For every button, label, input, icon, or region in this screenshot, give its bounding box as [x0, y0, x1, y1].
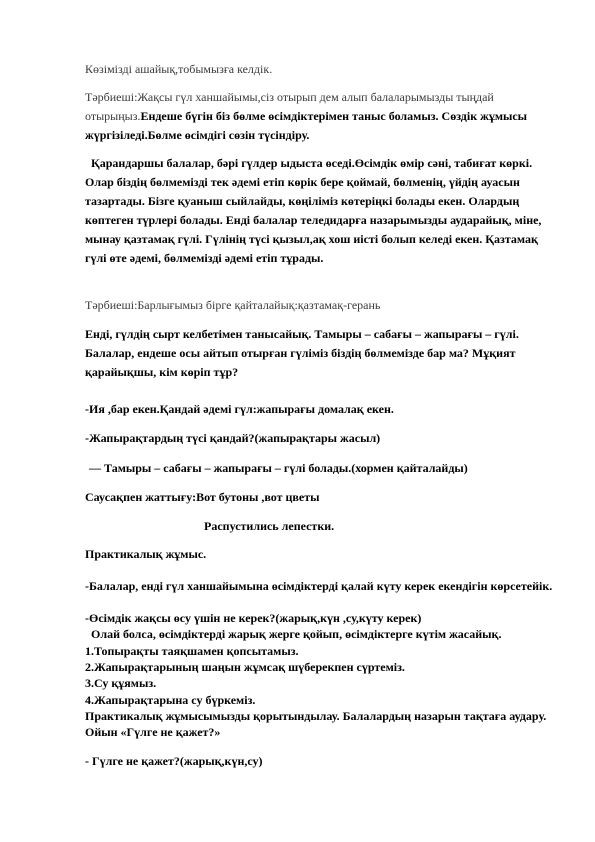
teacher-speech-bold: Ендеше бүгін біз бөлме өсімдіктерімен таныс боламыз. Сөздік жұмысы жүргізіледі.Бөлме өсімдігі сөзін түсіндіру. [85, 109, 528, 142]
paragraph-answer-1: -Ия ,бар екен.Қандай әдемі гүл:жапырағы домалақ екен. [85, 402, 394, 416]
paragraph-summary: Практикалық жұмысымызды қорытындылау. Балалардың назарын тақтаға аудару. Ойын «Гүлге не қажет?» [85, 709, 547, 739]
list-item-2: 2.Жапырақтарының шаңын жұмсақ шүберекпен сүртеміз. [85, 660, 405, 674]
paragraph-question-leaves: -Жапырақтардың түсі қандай?(жапырақтары жасыл) [85, 431, 381, 445]
paragraph-chorus: — Тамыры – сабағы – жапырағы – гүлі болады.(хормен қайталайды) [89, 461, 468, 475]
paragraph-description: Қарандаршы балалар, бәрі гүлдер ыдыста өседі.Өсімдік өмір сәні, табиғат көркі. Олар біздің бөлмемізді тек әдемі етіп көрік бере қоймай, бөлменің, үйдің ауасын тазартады. Бізге қуаныш сыйлайды, көңіліміз көтеріңкі болады екен. Олардың көптеген түрлері болады. Енді балалар теледидарға назарымызды аударайық, міне, мынау қазтамақ гүлі. Гүлінің түсі қызыл,ақ хош иісті болып келеді екен. Қазтамақ гүлі өте әдемі, бөлмемізді әдемі етіп тұрады. [85, 156, 542, 265]
list-item-1: 1.Топырақты таяқшамен қопсытамыз. [85, 644, 299, 658]
paragraph-flower-parts: Енді, гүлдің сырт келбетімен танысайық. Тамыры – сабағы – жапырағы – гүлі. Балалар, ендеше осы айтып отырған гүліміз біздің бөлмемізде бар ма? Мұқият қарайықшы, кім көріп тұр? [85, 327, 519, 379]
teacher-speech: Тәрбиеші:Жақсы гүл ханшайымы,сіз отырып дем алып балаларымызды тыңдай отырыңыз. [85, 90, 494, 123]
heading-practical-work: Практикалық жұмыс. [85, 547, 207, 561]
paragraph-teacher-1 [85, 88, 555, 145]
list-item-4: 4.Жапырақтарына су бүркеміз. [85, 693, 256, 707]
paragraph-practical-intro: -Балалар, енді гүл ханшайымына өсімдіктерді қалай күту керек екендігін көрсетейік. [85, 579, 553, 593]
paragraph-plant-needs: -Өсімдік жақсы өсу үшін не керек?(жарық,күн ,су,күту керек) [85, 611, 422, 625]
paragraph-teacher-2: Тәрбиеші:Барлығымыз бірге қайталайық:қазтамақ-герань [85, 298, 381, 312]
paragraph-game-question: - Гүлге не қажет?(жарық,күн,су) [85, 754, 263, 768]
list-item-3: 3.Су құямыз. [85, 676, 157, 690]
paragraph-finger-exercise: Саусақпен жаттығу:Вот бутоны ,вот цветы [85, 490, 320, 504]
paragraph-finger-exercise-line2: Распустились лепестки. [204, 519, 335, 533]
paragraph-care: Олай болса, өсімдіктерді жарық жерге қойып, өсімдіктерге күтім жасайық. [91, 627, 502, 641]
paragraph-intro: Көзімізді ашайық,тобымызға келдік. [85, 62, 273, 76]
